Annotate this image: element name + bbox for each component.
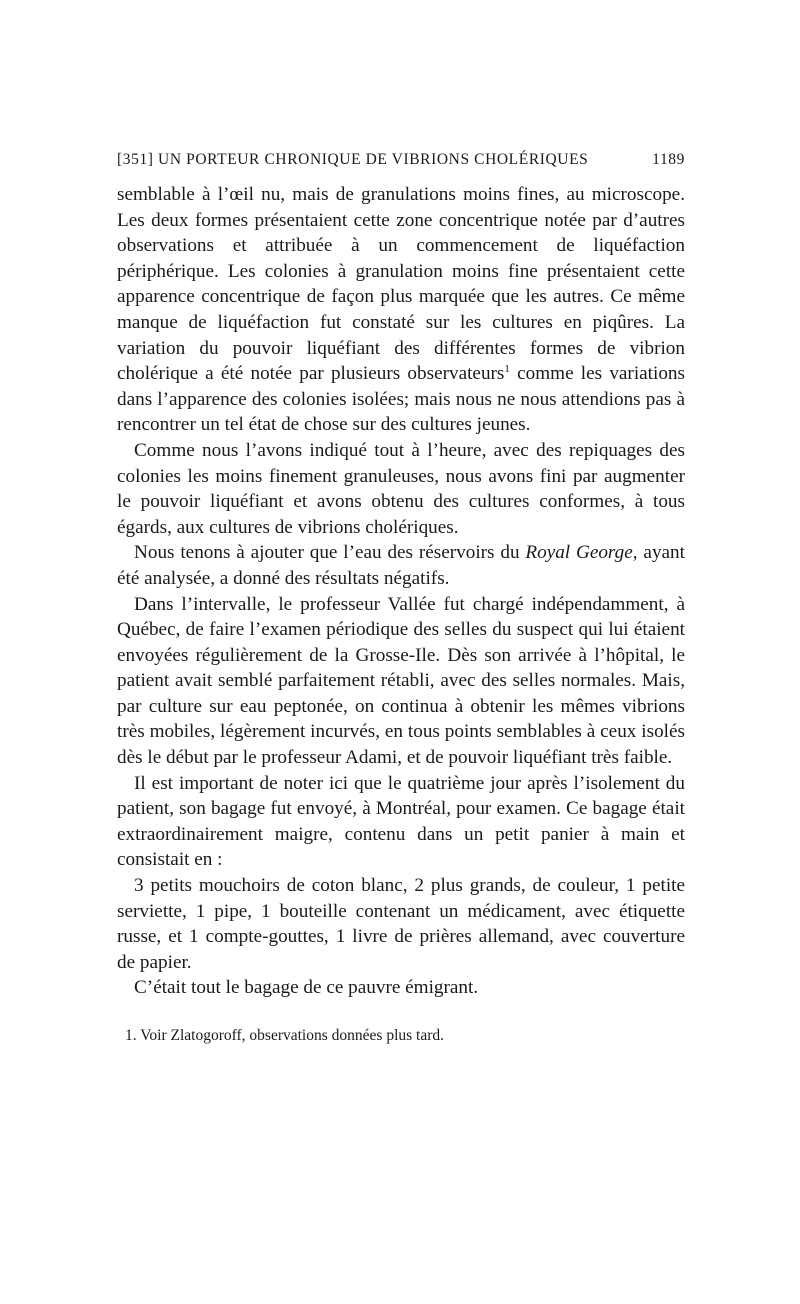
paragraph-text: Comme nous l’avons indiqué tout à l’heure, avec des repiquages des colonies les moins finement granuleuses, nous avons fini par augmenter le pouvoir liquéfiant et avons obtenu des cultures conformes, à tous égards, aux cultures de vibrions cholériques. xyxy=(117,439,685,538)
paragraph-text: comme les variations dans l’apparence des colonies isolées; mais nous ne nous attendions pas à rencontrer un tel état de chose sur des cultures jeunes. xyxy=(117,363,685,436)
footnote xyxy=(117,1026,685,1046)
page-number: 1189 xyxy=(652,151,685,168)
paragraph xyxy=(117,592,685,771)
paragraph-text: semblable à l’œil nu, mais de granulations moins fines, au microscope. Les deux formes présentaient cette zone concentrique notée par d’autres observations et attribuée à un commencement de liquéfaction périphérique. Les colonies à granulation moins fine présentaient cette apparence concentrique de façon plus marquée que les autres. Ce même manque de liquéfaction fut constaté sur les cultures en piqûres. La variation du pouvoir liquéfiant des différentes formes de vibrion cholérique a été notée par plusieurs observateurs xyxy=(117,184,685,385)
paragraph xyxy=(117,438,685,540)
paragraph-text: C’était tout le bagage de ce pauvre émigrant. xyxy=(134,977,479,999)
paragraph-text: , ayant été analysée, a donné des résultats négatifs. xyxy=(117,542,685,589)
running-title: [351] UN PORTEUR CHRONIQUE DE VIBRIONS CHOLÉRIQUES xyxy=(117,151,589,168)
paragraph xyxy=(117,975,685,1001)
paragraph xyxy=(117,182,685,438)
body-text xyxy=(117,182,685,1001)
paragraph-text: Nous tenons à ajouter que l’eau des réservoirs du xyxy=(134,542,526,564)
paragraph xyxy=(117,540,685,591)
footnote-marker: 1 xyxy=(504,363,510,376)
paragraph-text: Dans l’intervalle, le professeur Vallée fut chargé indépendamment, à Québec, de faire l’examen périodique des selles du suspect qui lui étaient envoyées régulièrement de la Grosse-Ile. Dès son arrivée à l’hôpital, le patient avait semblé parfaitement rétabli, avec des selles normales. Mais, par culture sur eau peptonée, on continua à obtenir les mêmes vibrions très mobiles, légèrement incurvés, en tous points semblables à ceux isolés dès le début par le professeur Adami, et de pouvoir liquéfiant très faible. xyxy=(117,593,685,769)
paragraph-text: Il est important de noter ici que le quatrième jour après l’isolement du patient, son bagage fut envoyé, à Montréal, pour examen. Ce bagage était extraordinairement maigre, contenu dans un petit panier à main et consistait en : xyxy=(117,772,685,871)
paragraph xyxy=(117,873,685,975)
paragraph-text: 3 petits mouchoirs de coton blanc, 2 plus grands, de couleur, 1 petite serviette, 1 pipe, 1 bouteille contenant un médicament, avec étiquette russe, et 1 compte-gouttes, 1 livre de prières allemand, avec couverture de papier. xyxy=(117,875,685,973)
running-header xyxy=(117,149,685,171)
book-page xyxy=(117,149,685,1046)
footnote-text: 1. Voir Zlatogoroff, observations données plus tard. xyxy=(125,1027,444,1044)
paragraph xyxy=(117,771,685,873)
italic-text: Royal George xyxy=(525,542,633,564)
